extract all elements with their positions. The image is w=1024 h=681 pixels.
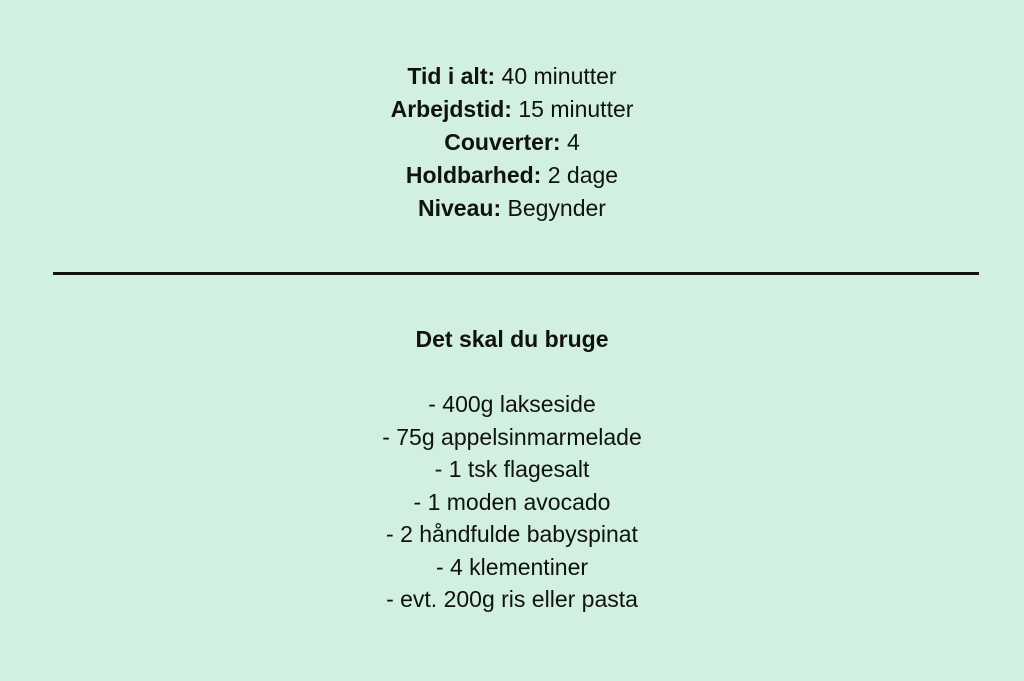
ingredient-item: - evt. 200g ris eller pasta xyxy=(386,586,638,612)
ingredient-item: - 75g appelsinmarmelade xyxy=(382,423,642,450)
meta-servings xyxy=(0,126,1024,159)
ingredient-item: - 1 tsk flagesalt xyxy=(434,456,590,482)
ingredient-item: - 400g lakseside xyxy=(428,391,596,417)
recipe-meta xyxy=(0,60,1024,225)
meta-value: 2 dage xyxy=(541,162,619,188)
meta-level xyxy=(0,192,1024,225)
section-divider xyxy=(53,272,979,275)
meta-shelf-life xyxy=(0,159,1024,192)
meta-value: 40 minutter xyxy=(495,63,617,89)
ingredient-item: - 1 moden avocado xyxy=(413,488,611,515)
ingredients-heading: Det skal du bruge xyxy=(415,326,609,352)
meta-label: Holdbarhed: xyxy=(405,162,542,188)
ingredient-item: - 2 håndfulde babyspinat xyxy=(386,521,638,547)
meta-total-time xyxy=(0,60,1024,93)
meta-value: Begynder xyxy=(501,195,606,221)
meta-label: Couverter: xyxy=(444,129,561,155)
meta-value: 4 xyxy=(560,129,580,155)
meta-label: Arbejdstid: xyxy=(390,96,512,122)
meta-work-time xyxy=(0,93,1024,126)
ingredient-item: - 4 klementiner xyxy=(435,553,589,580)
meta-label: Tid i alt: xyxy=(407,63,496,89)
meta-label: Niveau: xyxy=(418,195,502,221)
meta-value: 15 minutter xyxy=(511,96,634,122)
ingredients-list xyxy=(0,388,1024,616)
